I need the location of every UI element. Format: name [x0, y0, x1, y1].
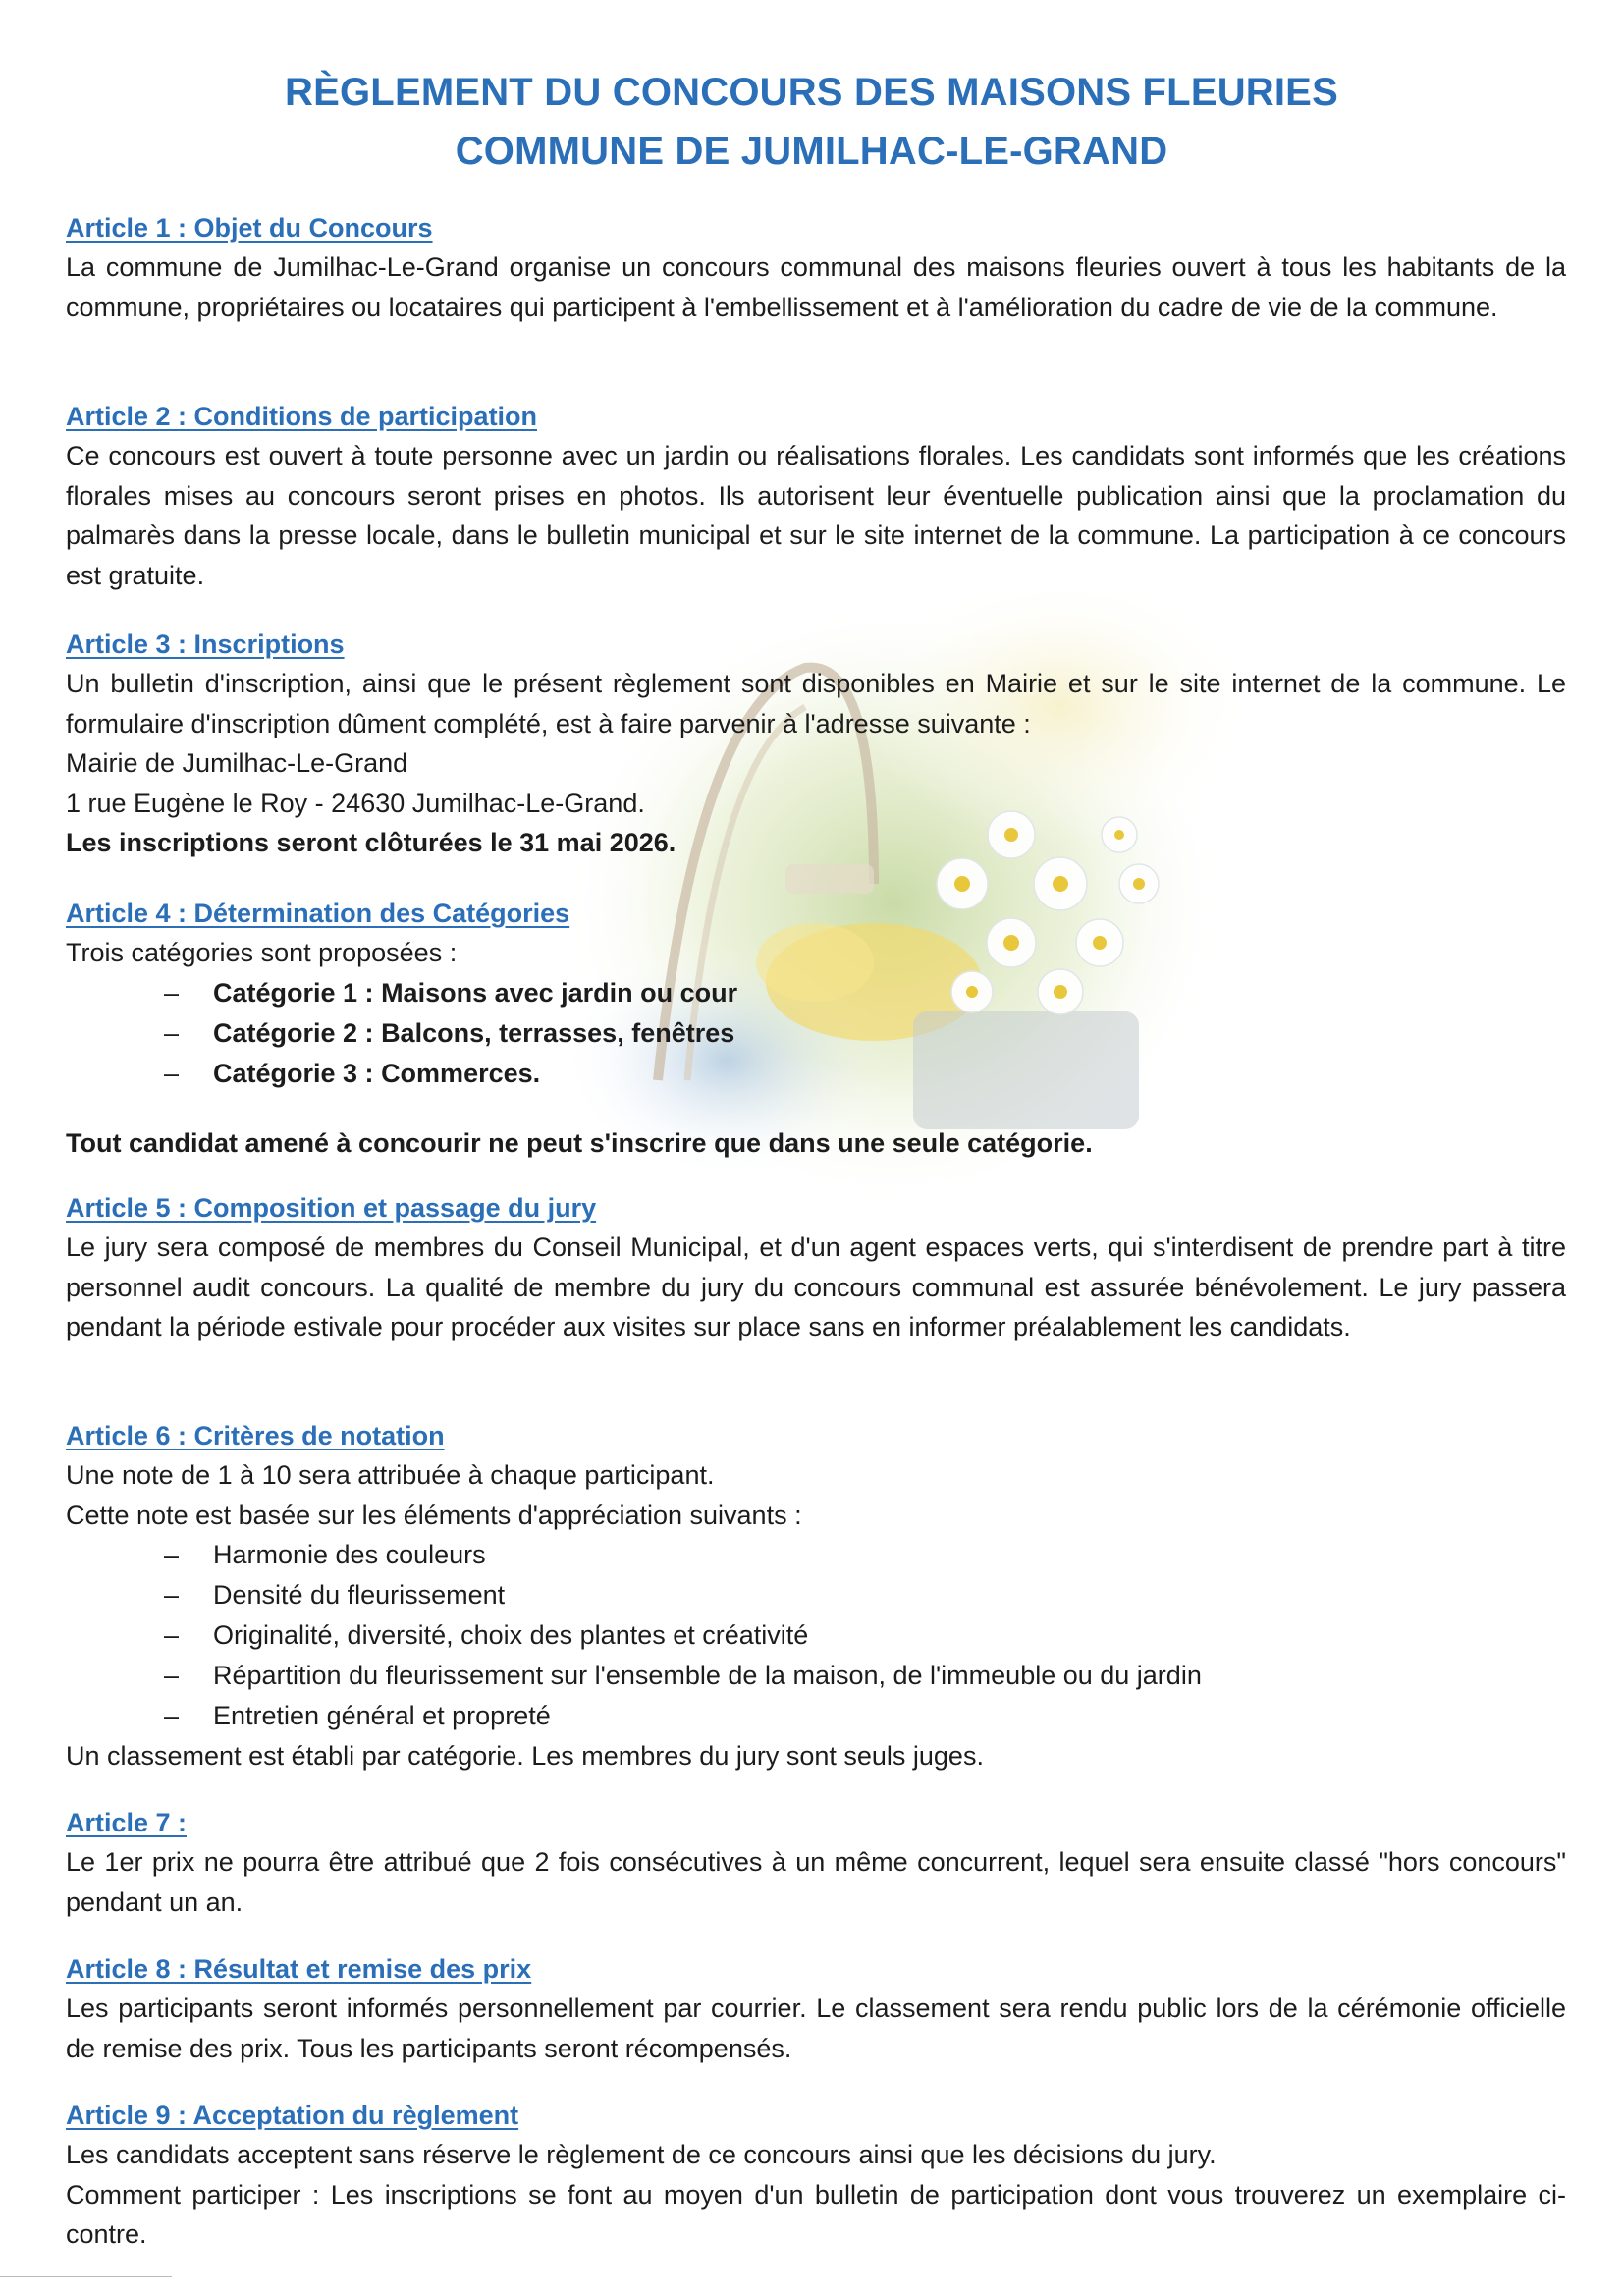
article-5	[66, 1188, 1566, 1347]
article-2	[66, 397, 1566, 595]
criteria-item: – Harmonie des couleurs	[66, 1535, 1566, 1575]
article-9-heading: Article 9 : Acceptation du règlement	[66, 2101, 519, 2130]
article-9-line1: Les candidats acceptent sans réserve le règlement de ce concours ainsi que les décisions du jury.	[66, 2140, 1217, 2169]
criteria-list	[66, 1535, 1566, 1736]
article-6	[66, 1416, 1566, 1777]
category-1-label: Catégorie 1 :	[213, 977, 374, 1008]
article-3-heading: Article 3 : Inscriptions	[66, 629, 345, 659]
article-9	[66, 2096, 1566, 2255]
article-3-deadline: Les inscriptions seront clôturées le 31 mai 2026.	[66, 828, 676, 857]
criteria-item: – Entretien général et propreté	[66, 1696, 1566, 1736]
article-8-heading: Article 8 : Résultat et remise des prix	[66, 1954, 532, 1984]
article-5-text: Le jury sera composé de membres du Conseil Municipal, et d'un agent espaces verts, qui s'interdisent de prendre part à titre personnel audit concours. La qualité de membre du jury du concours communal est assurée bénévolement. Le jury passera pendant la période estivale pour procéder aux visites sur place sans en informer préalablement les candidats.	[66, 1232, 1566, 1341]
article-2-heading: Article 2 : Conditions de participation	[66, 402, 538, 431]
article-4	[66, 894, 1566, 1163]
criteria-item: – Répartition du fleurissement sur l'ensemble de la maison, de l'immeuble ou du jardin	[66, 1656, 1566, 1696]
article-6-heading: Article 6 : Critères de notation	[66, 1421, 445, 1450]
article-5-heading: Article 5 : Composition et passage du jury	[66, 1193, 597, 1223]
article-8	[66, 1949, 1566, 2068]
article-3	[66, 625, 1566, 863]
article-4-note: Tout candidat amené à concourir ne peut s'inscrire que dans une seule catégorie.	[66, 1127, 1093, 1158]
category-list	[66, 973, 1566, 1094]
article-4-intro: Trois catégories sont proposées :	[66, 938, 458, 967]
article-6-line2: Cette note est basée sur les éléments d'appréciation suivants :	[66, 1500, 802, 1530]
article-7	[66, 1803, 1566, 1922]
footer-rule	[0, 2276, 172, 2277]
article-3-address-line2: 1 rue Eugène le Roy - 24630 Jumilhac-Le-Grand.	[66, 788, 645, 818]
category-item	[66, 973, 1566, 1013]
article-1-text: La commune de Jumilhac-Le-Grand organise un concours communal des maisons fleuries ouvert à tous les habitants de la commune, propriétaires ou locataires qui participent à l'embellissement et à l'amélioration du cadre de vie de la commune.	[66, 252, 1566, 322]
page-title-line2: COMMUNE DE JUMILHAC-LE-GRAND	[455, 130, 1168, 173]
article-7-text: Le 1er prix ne pourra être attribué que 2 fois consécutives à un même concurrent, lequel sera ensuite classé "hors concours" pendant un an.	[66, 1847, 1566, 1917]
category-2-text: Balcons, terrasses, fenêtres	[381, 1017, 735, 1048]
article-1	[66, 208, 1566, 327]
article-1-heading: Article 1 : Objet du Concours	[66, 213, 433, 243]
article-9-line2: Comment participer : Les inscriptions se font au moyen d'un bulletin de participation dont vous trouverez un exemplaire ci-contre.	[66, 2179, 1566, 2249]
article-6-line1: Une note de 1 à 10 sera attribuée à chaque participant.	[66, 1460, 715, 1490]
category-1-text: Maisons avec jardin ou cour	[381, 977, 738, 1008]
category-item	[66, 1054, 1566, 1094]
article-6-closing: Un classement est établi par catégorie. Les membres du jury sont seuls juges.	[66, 1741, 984, 1771]
article-4-heading: Article 4 : Détermination des Catégories	[66, 899, 570, 928]
article-3-text: Un bulletin d'inscription, ainsi que le présent règlement sont disponibles en Mairie et sur le site internet de la commune. Le formulaire d'inscription dûment complété, est à faire parvenir à l'adresse suivante :	[66, 669, 1566, 738]
article-3-address-line1: Mairie de Jumilhac-Le-Grand	[66, 748, 408, 778]
criteria-item: – Originalité, diversité, choix des plantes et créativité	[66, 1615, 1566, 1656]
category-3-label: Catégorie 3 :	[213, 1058, 374, 1088]
category-3-text: Commerces.	[381, 1058, 541, 1088]
article-8-text: Les participants seront informés personnellement par courrier. Le classement sera rendu public lors de la cérémonie officielle de remise des prix. Tous les participants seront récompensés.	[66, 1994, 1566, 2063]
article-7-heading: Article 7 :	[66, 1808, 188, 1837]
criteria-item: – Densité du fleurissement	[66, 1575, 1566, 1615]
page-title-line1: RÈGLEMENT DU CONCOURS DES MAISONS FLEURIES	[285, 71, 1338, 114]
category-item	[66, 1013, 1566, 1054]
article-2-text: Ce concours est ouvert à toute personne avec un jardin ou réalisations florales. Les candidats sont informés que les créations florales mises au concours seront prises en photos. Ils autorisent leur éventuelle publication ainsi que la proclamation du palmarès dans la presse locale, dans le bulletin municipal et sur le site internet de la commune. La participation à ce concours est gratuite.	[66, 441, 1566, 590]
category-2-label: Catégorie 2 :	[213, 1017, 374, 1048]
